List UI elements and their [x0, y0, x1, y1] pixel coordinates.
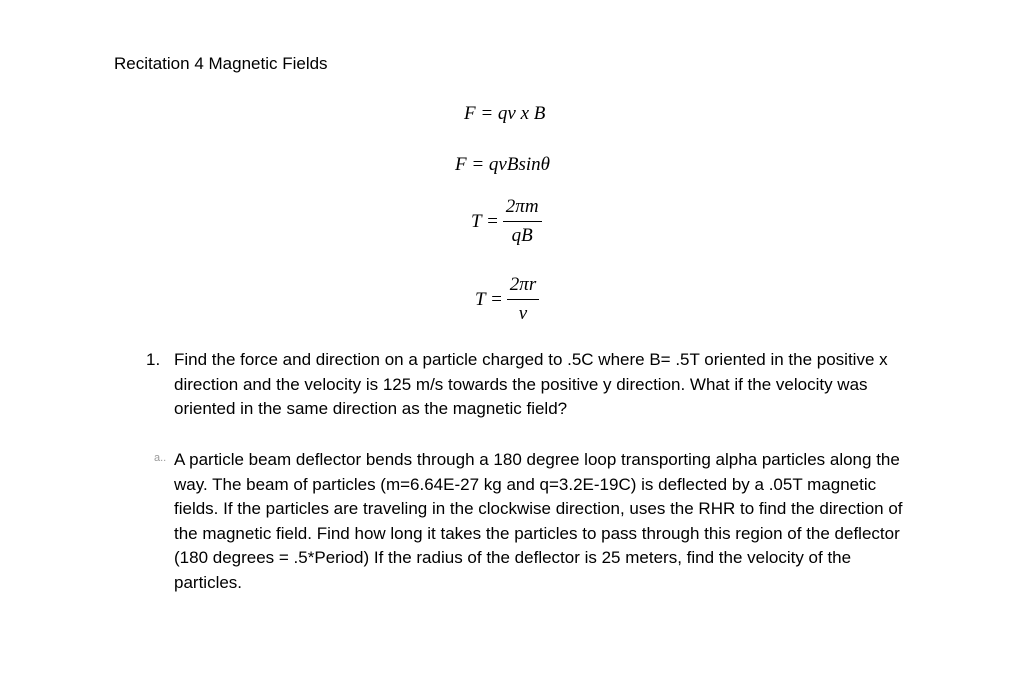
lorentz-force-sine-equation: F = qvBsinθ — [455, 154, 550, 175]
fraction-numerator: 2πr — [507, 274, 539, 300]
fraction — [503, 196, 542, 247]
fraction-denominator: v — [518, 303, 528, 324]
list-marker: a.. — [154, 452, 167, 464]
fraction-denominator: qB — [511, 225, 533, 246]
period-radius-equation — [475, 274, 539, 325]
equation-lhs: T = — [471, 210, 499, 232]
lorentz-force-cross-equation: F = qv x B — [464, 103, 546, 124]
problem-text: Find the force and direction on a particle charged to .5C where B= .5T oriented in the positive x direction and the velocity is 125 m/s towards the positive y direction. What if the velocity was oriented in the same direction as the magnetic field? — [174, 350, 888, 418]
fraction — [507, 274, 539, 325]
period-mass-equation — [471, 196, 542, 247]
problem-a — [146, 448, 906, 595]
document-title: Recitation 4 Magnetic Fields — [114, 54, 328, 73]
problem-1 — [146, 348, 906, 422]
list-marker: 1. — [146, 350, 161, 369]
equation-lhs: T = — [475, 288, 503, 310]
problem-text: A particle beam deflector bends through a 180 degree loop transporting alpha particles along the way. The beam of particles (m=6.64E-27 kg and q=3.2E-19C) is deflected by a .05T magnetic fields. If the particles are traveling in the clockwise direction, uses the RHR to find the direction of the magnetic field. Find how long it takes the particles to pass through this region of the deflector (180 degrees = .5*Period) If the radius of the deflector is 25 meters, find the velocity of the particles. — [174, 450, 903, 592]
fraction-numerator: 2πm — [503, 196, 542, 222]
